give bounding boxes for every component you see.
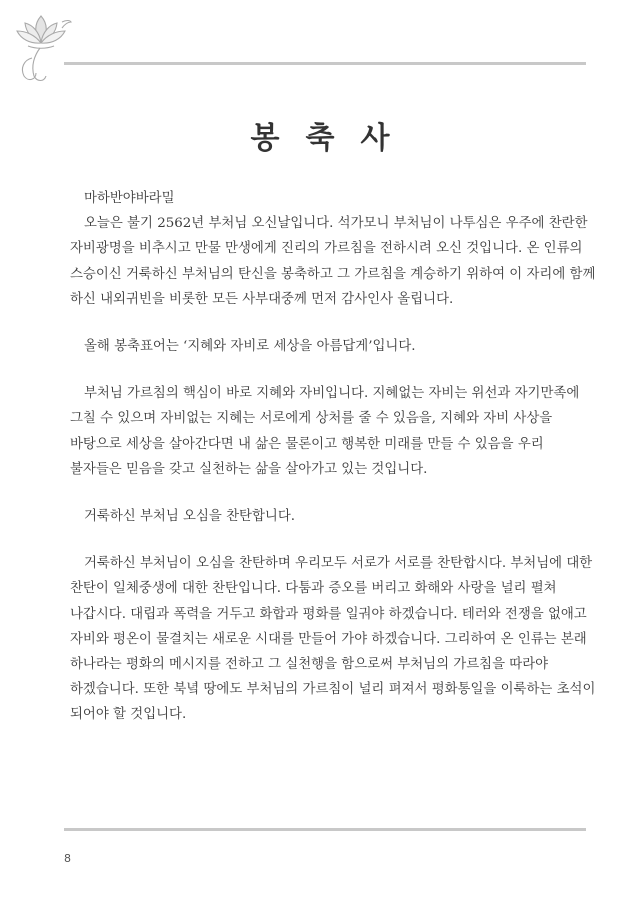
paragraph-greeting: 마하반야바라밀 bbox=[84, 191, 175, 206]
page-title: 봉축사 bbox=[250, 121, 416, 156]
paragraph: 거룩하신 부처님이 오심을 찬탄하며 우리모두 서로가 서로를 찬탄합시다. 부처님에 대한 찬탄이 일체중생에 대한 찬탄입니다. 다툼과 증오를 버리고 화해와 사랑을 널리 펼쳐 나갑시다. 대립과 폭력을 거두고 화합과 평화를 일궈야 하겠습니다. 테러와 전쟁을 없애고 자비와 평온이 물결치는 새로운 시대를 만들어 가야 하겠습니다. 그리하여 온 인류는 본래 하나라는 평화의 메시지를 전하고 그 실천행을 함으로써 부처님의 가르침을 따라야 하겠습니다. 또한 북녘 땅에도 부처님의 가르침이 널리 펴져서 평화통일을 이룩하는 초석이 되어야 할 것입니다. bbox=[70, 556, 596, 723]
paragraph: 부처님 가르침의 핵심이 바로 지혜와 자비입니다. 지혜없는 자비는 위선과 자기만족에 그칠 수 있으며 자비없는 지혜는 서로에게 상처를 줄 수 있음을, 지혜와 자비 사상을 바탕으로 세상을 살아간다면 내 삶은 물론이고 행복한 미래를 만들 수 있음을 우리 불자들은 믿음을 갖고 실천하는 삶을 살아가고 있는 것입니다. bbox=[70, 386, 580, 477]
paragraph: 올해 봉축표어는 ‘지혜와 자비로 세상을 아름답게’입니다. bbox=[84, 339, 416, 355]
page-number: 8 bbox=[64, 852, 71, 865]
footer-divider bbox=[64, 828, 586, 831]
header-divider bbox=[64, 62, 586, 65]
body-text bbox=[70, 186, 598, 728]
lotus-ornament-icon bbox=[10, 12, 72, 84]
paragraph: 거룩하신 부처님 오심을 찬탄합니다. bbox=[84, 509, 296, 525]
paragraph: 오늘은 불기 2562년 부처님 오신날입니다. 석가모니 부처님이 나투심은 우주에 찬란한 자비광명을 비추시고 만물 만생에게 진리의 가르침을 전하시려 오신 것입니다. 온 인류의 스승이신 거룩하신 부처님의 탄신을 봉축하고 그 가르침을 계승하기 위하여 이 자리에 함께 하신 내외귀빈을 비롯한 모든 사부대중께 먼저 감사인사 올립니다. bbox=[70, 216, 596, 307]
